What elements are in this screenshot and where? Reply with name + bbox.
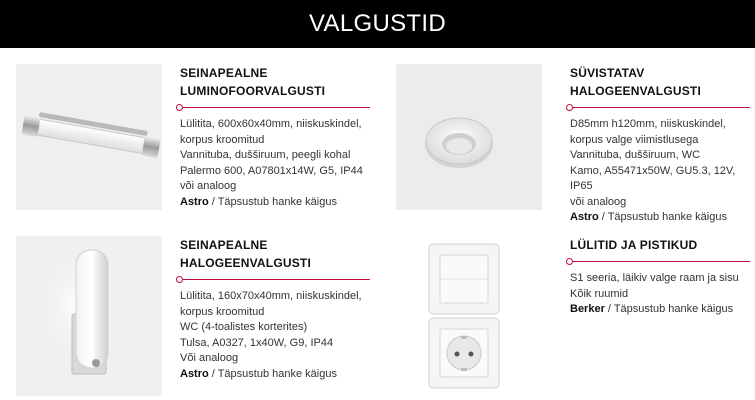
product-title: SÜVISTATAV HALOGEENVALGUSTI	[570, 66, 701, 98]
product-title: SEINAPEALNE LUMINOFOORVALGUSTI	[180, 66, 326, 98]
accent-divider	[570, 261, 750, 262]
product-image	[396, 64, 542, 210]
product-details: D85mm h120mm, niiskuskindel, korpus valge viimistlusega Vannituba, dušširuum, WC Kamo, A55471x50W, GU5.3, 12V, IP65 või analoog Astro / Täpsustub hanke käigus	[570, 117, 750, 226]
accent-divider	[570, 107, 750, 108]
product-brand: Astro / Täpsustub hanke käigus	[570, 211, 727, 223]
product-details: Lülitita, 160x70x40mm, niiskuskindel, korpus kroomitud WC (4-toalistes korterites) Tulsa, A0327, 1x40W, G9, IP44 Või analoog Astro / Täpsustub hanke käigus	[180, 289, 370, 382]
product-brand: Astro / Täpsustub hanke käigus	[180, 367, 337, 380]
recessed-downlight-icon	[396, 64, 542, 210]
wall-fluorescent-bar-lamp-icon	[16, 64, 162, 210]
wall-cylinder-lamp-icon	[16, 236, 162, 396]
page-banner	[0, 0, 755, 48]
product-title: SEINAPEALNE HALOGEENVALGUSTI	[180, 238, 311, 270]
accent-divider	[180, 279, 370, 280]
product-brand: Berker / Täpsustub hanke käigus	[570, 303, 734, 315]
page-title: VALGUSTID	[309, 10, 446, 37]
switch-and-socket-icon	[396, 236, 542, 396]
product-image	[16, 64, 162, 210]
product-details: S1 seeria, läikiv valge raam ja sisu Kõik ruumid Berker / Täpsustub hanke käigus	[570, 271, 750, 318]
product-details: Lülitita, 600x60x40mm, niiskuskindel, korpus kroomitud Vannituba, dušširuum, peegli kohal Palermo 600, A07801x14W, G5, IP44 või analoog Astro / Täpsustub hanke käigus	[180, 117, 370, 210]
product-image	[16, 236, 162, 396]
product-title: LÜLITID JA PISTIKUD	[570, 238, 698, 252]
product-image	[396, 236, 542, 396]
accent-divider	[180, 107, 370, 108]
product-brand: Astro / Täpsustub hanke käigus	[180, 195, 337, 208]
